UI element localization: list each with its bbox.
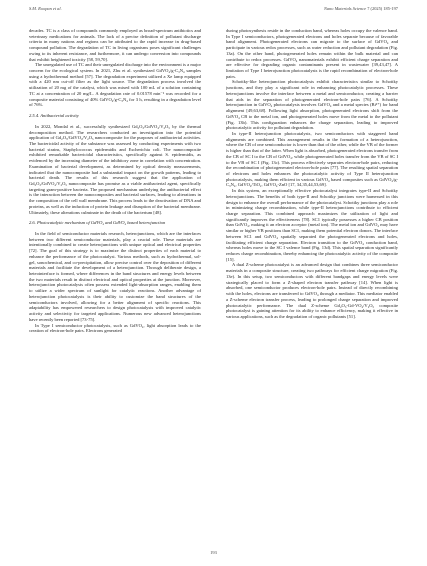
page-number: 193 xyxy=(210,550,217,555)
paragraph: In type-II heterojunction photocatalysts, two semiconductors with staggered band alignments are combined. This arrangement results in the formation of a heterojunction, where the CB of one semiconductor is lower than that of the other, while the VB of the former is higher than that of the latter. When light is absorbed, photogenerated electrons transfer from the CB of SC I to the CB of GdVO₄, while photogenerated holes transfer from the VB of SC I to the VB of SC I (Fig. 13c). This process effectively separates electron-hole pairs, reducing the recombination of photogenerated electron-hole pairs [77]. The resulting spatial separation of electrons and holes enhances the photocatalytic activity of Type II heterojunction photocatalysts, making them efficient in various GdVO₄ based composites such as GdVO₄/g-C₃N₄, GdVO₄/TiO₂, GdVO₄-ZnO [17, 34,35,44,53,69]. xyxy=(226,130,398,188)
paragraph: In the field of semiconductor materials research, heterojunctions, which are the interfaces between two different semiconductor materials, play a crucial role. These materials are intentionally combined to create heterojunctions with unique optical and electrical properties [72]. The goal of this strategy is to maximize the distinct properties of each material to enhance the performance of the photocatalyst. Various methods, such as hydrothermal, sol-gel, sonochemical, and co-precipitation, allow precise control over the deposition of different materials and facilitate the development of a heterojunction. Through deliberate design, a heteointerface is formed, where differences in the band structures and energy levels between the two materials result in distinct electrical and optical properties at the junction. Moreover, heterojunction photocatalysts often possess extended light-absorption ranges, enabling them to utilize a wider spectrum of sunlight for catalytic reactions. Another advantage of heterojunction photocatalysts is their ability to customize the band structures of the semiconductors involved, allowing for a better alignment of specific reactions. This adaptability has empowered researchers to design photocatalysts with improved catalytic activity and selectivity for targeted applications. Numerous new advanced heterojunctions have recently been reported [73-75]. xyxy=(29,231,201,322)
journal-citation: 7 (2025) 185-197 xyxy=(367,6,398,11)
left-column xyxy=(29,28,201,542)
section-heading: 2.6. Photocatalytic mechanism of GdVO₄ and GdVO₄ based heterojunction xyxy=(29,220,166,226)
paragraph: during photosynthesis reside in the conduction band, whereas holes occupy the valence band. In Type I semiconductors, photogenerated electrons and holes separate because of favorable band alignment. Photogenerated electrons can migrate to the surface of GdVO₄ and participate in various redox processes, such as water reduction and pollutant degradation (Fig. 13a). On the other hand, photogenerated holes remain within the bulk material and can contribute to redox processes. GdVO₄ nanomaterials exhibit efficient charge separation and are effective for degrading organic contaminants present in wastewater [39,43,47]. A limitation of Type I heterojunction photocatalysts is the rapid recombination of electron-hole pairs. xyxy=(226,28,398,79)
paragraph: In Type I semiconductor photocatalysts, such as GdVO₄, light absorption leads to the creation of electron-hole pairs. Electrons generated xyxy=(29,322,201,334)
paragraph: Schottky-like heterojunction photocatalysts exhibit characteristics similar to Schottky junctions, and they play a significant role in enhancing photocatalytic processes. These heterojunctions involve the interface between a metal and semiconductor, creating a barrier that aids in the separation of photogenerated electron-hole pairs [76]. A Schottky heterojunction in GdVO₄ photocatalysts involves GdVO₄ and a metal species (Bi³⁺) for band alignment [49,63,68]. Following light absorption, photogenerated electrons shift from the GdVO₄ CB to the metal ion, and photogenerated holes move from the metal to the pollutant (Fig. 13b). This configuration enhances the charge separation, leading to improved photocatalytic activity for pollutant degradation. xyxy=(226,79,398,131)
paragraph: decades. TC is a class of compounds commonly employed as broad-spectrum antibiotics and veterinary medications for animals. The lack of a precise definition of pollutant discharge criteria in many nations and regions can be attributed to the rapid increase in drug-based compound pollution. The degradation of TC in living organisms poses significant challenges owing to its inherent resistance, and furthermore, it can undergo conversion into compounds that exhibit heightened toxicity [58, 59,70]. xyxy=(29,28,201,62)
section-heading: 2.5.4. Antibacterial activity xyxy=(29,113,79,119)
right-column xyxy=(226,28,398,542)
paragraph: In this system, an exceptionally effective photocatalyst integrates type-II and Schottky heterojunctions. The benefits of both type-II and Schottky junctions were harnessed in this design to enhance the overall performance of the photocatalyst. Schottky junctions play a role in minimizing charge recombination, while type-II heterojunctions contribute to efficient charge separation. This combined approach maximizes the utilization of light and significantly improves the effectiveness [78]. SC1 typically possesses a higher CB position than GdVO₄, making it an electron acceptor (metal ion). The metal ion and GdVO₄ may have similar or higher VB positions than SC1, making them potential electron donors. The interface between SC1 and GdVO₄ spatially separated the photogenerated electrons and holes, facilitating efficient charge separation. Electron transition to the GdVO₄ conduction band, whereas holes move to the SC I valence band (Fig. 13d). This spatial separation significantly reduces charge recombination, thereby enhancing the photocatalytic activity of the composite [15]. xyxy=(226,188,398,262)
journal-name: Nano Materials Science xyxy=(323,6,367,11)
author-header: S.M. Roopan et al. xyxy=(29,6,62,11)
running-header xyxy=(29,6,398,16)
journal-header xyxy=(324,6,398,11)
paragraph: In 2022, Mondal et al., successfully synthesized Gd₂O₃/GdVO₄/V₂O₅ by the thermal decomposition method. The researchers conducted an investigation into the potential application of Gd₂O₃/GdVO₄/V₂O₅ nanocomposite for the purposes of antibacterial activities. The bactericidal activity of the substance was assessed by conducting experiments with two bacterial strains, Staphylococcus epidermidis and Escherichia coli. The nanocomposite exhibited remarkable bactericidal characteristics, specifically against S. epidermidis, as evidenced by the increasing diameter of the inhibitory zone in correlation with concentration. Examination of bacterial development, as determined by optical density measurements, indicated that the nanocomposite had a substantial impact on the growth patterns, leading to bacterial death. The results of this research suggest that the application of Gd₂O₃/GdVO₄/V₂O₅ nanocomposite has promise as a viable antibacterial agent, specifically targeting gram-positive bacteria. The proposed mechanism underlying the antibacterial effect is the interaction between the nanocomposites and bacterial surfaces, leading to alterations in the composition of the cell wall membrane. This process leads to the deactivation of DNA and proteins, as well as the induction of protein leakage and disruption of the bacterial membrane. Ultimately, these alterations culminate in the death of the bacterium [48]. xyxy=(29,123,201,215)
paragraph: A dual Z-scheme photocatalyst is an advanced design that combines three semiconductor materials in a composite structure, creating two pathways for efficient charge migration (Fig. 13e). In this setup, two semiconductors with different bandgaps and energy levels were strategically placed to form a Z-shaped electron transfer pathway [14]. When light is absorbed, one semiconductor produces electron-hole pairs. Instead of directly recombining with the holes, electrons are transferred to GdVO₄ through a mediator. This mediator enabled a Z-scheme electron transfer process, leading to prolonged charge separation and improved photocatalytic performance. The dual Z-scheme Gd₂O₃-Gd-VO₄/V₂O₅ composite photocatalyst is gaining attention for its ability to enhance efficiency, making it effective in various applications, such as the degradation of organic pollutants [51]. xyxy=(226,262,398,319)
paragraph: The unregulated use of TC and their unregulated discharge into the environment is a major concern for the ecological system. In 2021, Zhu et al. synthesized GdVO₄/g-C₃N₄ samples using a hydrothermal method [57]. The degradation experiment utilized a Xe lamp equipped with a 420 nm cut-off filter as the light source. The degradation process involved the utilization of 20 mg of the catalyst, which was mixed with 100 mL of a solution containing TC at a concentration of 20 mg/L. A degradation rate of 0.01578 min⁻¹ was recorded for a composite material consisting of 40% GdVO₄/g-C₃N₄ for 3 h, resulting in a degradation level of 76%. xyxy=(29,62,201,108)
